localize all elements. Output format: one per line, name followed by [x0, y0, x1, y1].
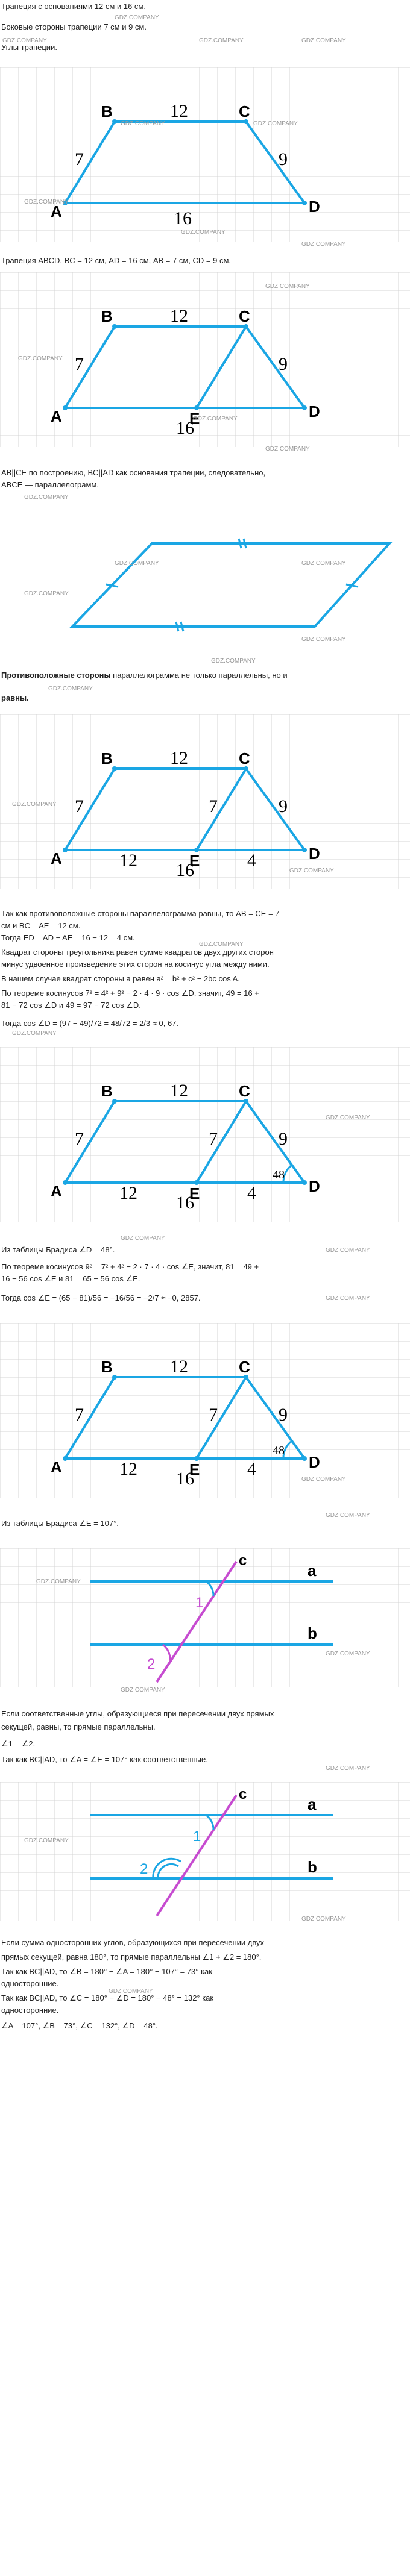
watermark: GDZ.COMPANY	[121, 1687, 165, 1693]
watermark: GDZ.COMPANY	[181, 229, 226, 236]
watermark: GDZ.COMPANY	[326, 1114, 370, 1121]
text-interior-2: прямых секущей, равна 180°, то прямые параллельны ∠1 + ∠2 = 180°.	[1, 1952, 262, 1962]
figure-trapezoid-1	[0, 67, 410, 242]
angle-label-1: 1	[195, 1595, 204, 1611]
watermark: GDZ.COMPANY	[301, 636, 346, 643]
vertex-label-e: E	[189, 410, 200, 428]
vertex-label-d: D	[309, 402, 320, 420]
watermark: GDZ.COMPANY	[289, 868, 334, 874]
trapezoid-svg-4	[0, 1047, 410, 1222]
length-label-cd: 9	[279, 1129, 288, 1149]
text-law-cos-1: Квадрат стороны треугольника равен сумме квадратов двух других сторон	[1, 948, 274, 957]
text-parallel-sides: AB||CE по построению, BC||AD как основания трапеции, следовательно,	[1, 468, 266, 477]
length-label-cd: 9	[279, 1405, 288, 1425]
text-opposite-sides-rest: параллелограмма не только параллельны, но и	[110, 671, 288, 680]
vertex-label-d: D	[309, 1177, 320, 1195]
watermark: GDZ.COMPANY	[109, 1988, 153, 1995]
length-label-ed: 4	[247, 1459, 256, 1479]
watermark: GDZ.COMPANY	[2, 37, 47, 44]
length-label-ad: 16	[176, 1469, 194, 1489]
vertex-label-e: E	[189, 1184, 200, 1202]
line-label-b: b	[308, 1858, 317, 1876]
text-law-cos-2: минус удвоенное произведение этих сторон на косинус угла между ними.	[1, 960, 270, 969]
text-answer: ∠A = 107°, ∠B = 73°, ∠C = 132°, ∠D = 48°.	[1, 2021, 158, 2030]
text-angle-c-1: Так как BC||AD, то ∠C = 180° − ∠D = 180° − 48° = 132° как	[1, 1993, 214, 2002]
length-label-ad: 16	[174, 208, 192, 228]
corresponding-angles-svg	[0, 1548, 410, 1687]
text-angle-b-2: односторонние.	[1, 1979, 59, 1988]
length-label-cd: 9	[279, 796, 288, 816]
vertex-label-d: D	[309, 1453, 320, 1471]
length-label-ab: 7	[75, 1405, 84, 1425]
vertex-label-d: D	[309, 198, 320, 216]
text-interior-1: Если сумма односторонних углов, образующихся при пересечении двух	[1, 1938, 264, 1947]
angle-label-2: 2	[140, 1861, 148, 1877]
text-opposite-equal-1: Так как противоположные стороны параллелограмма равны, то AB = CE = 7	[1, 909, 280, 918]
length-label-ad: 16	[176, 860, 194, 880]
text-cos-theorem-d-1: По теореме косинусов 7² = 4² + 9² − 2 · 4 · 9 · cos ∠D, значит, 49 = 16 +	[1, 989, 259, 998]
watermark: GDZ.COMPANY	[301, 560, 346, 567]
watermark: GDZ.COMPANY	[48, 686, 93, 692]
watermark: GDZ.COMPANY	[24, 1837, 69, 1844]
watermark: GDZ.COMPANY	[199, 37, 244, 44]
parallelogram-shape	[72, 543, 390, 627]
length-label-ae: 12	[119, 1183, 137, 1203]
watermark: GDZ.COMPANY	[121, 1235, 165, 1242]
angle-label-2: 2	[147, 1656, 156, 1672]
watermark: GDZ.COMPANY	[301, 1476, 346, 1483]
watermark: GDZ.COMPANY	[265, 446, 310, 452]
figure-trapezoid-4	[0, 1047, 410, 1222]
watermark: GDZ.COMPANY	[301, 37, 346, 44]
text-find-angles: Углы трапеции.	[1, 43, 57, 52]
length-label-ae: 12	[119, 851, 137, 871]
text-angle-a: Так как BC||AD, то ∠A = ∠E = 107° как соответственные.	[1, 1755, 208, 1764]
line-label-a: a	[308, 1795, 317, 1813]
text-cos-theorem-d-2: 81 − 72 cos ∠D и 49 = 97 − 72 cos ∠D.	[1, 1001, 141, 1010]
trapezoid-svg-1	[0, 67, 410, 242]
text-opposite-sides-bold: Противоположные стороны	[1, 671, 111, 680]
length-label-ab: 7	[75, 149, 84, 169]
watermark: GDZ.COMPANY	[265, 283, 310, 290]
parallelogram-svg	[0, 530, 410, 645]
length-label-ad: 16	[176, 1193, 194, 1213]
trapezoid-svg-5	[0, 1323, 410, 1498]
vertex-label-a: A	[51, 1458, 62, 1476]
length-label-ce: 7	[209, 1129, 218, 1149]
vertex-label-b: B	[101, 1358, 113, 1376]
text-bradis-d: Из таблицы Брадиса ∠D = 48°.	[1, 1245, 115, 1254]
text-cos-theorem-e-2: 16 − 56 cos ∠E и 81 = 65 − 56 cos ∠E.	[1, 1274, 140, 1283]
angle-label-d: 48	[273, 1168, 285, 1181]
line-label-b: b	[308, 1624, 317, 1642]
watermark: GDZ.COMPANY	[12, 801, 57, 808]
text-trapezoid-abcd: Трапеция ABCD, BC = 12 см, AD = 16 см, AB = 7 см, CD = 9 см.	[1, 256, 231, 265]
vertex-label-b: B	[101, 749, 113, 767]
length-label-ab: 7	[75, 1129, 84, 1149]
length-label-bc: 12	[170, 1357, 188, 1377]
watermark: GDZ.COMPANY	[253, 120, 298, 127]
trapezoid-svg-3	[0, 714, 410, 889]
length-label-bc: 12	[170, 1081, 188, 1101]
text-ed-length: Тогда ED = AD − AE = 16 − 12 = 4 см.	[1, 933, 135, 942]
text-equal: равны.	[1, 693, 29, 702]
vertex-label-a: A	[51, 202, 62, 220]
watermark: GDZ.COMPANY	[326, 1295, 370, 1302]
length-label-ab: 7	[75, 354, 84, 374]
angle-label-d: 48	[273, 1444, 285, 1457]
text-cos-e-value: Тогда cos ∠E = (65 − 81)/56 = −16/56 = −2/7 ≈ −0, 2857.	[1, 1293, 201, 1302]
line-label-a: a	[308, 1562, 317, 1580]
vertex-label-c: C	[239, 102, 250, 120]
vertex-label-d: D	[309, 845, 320, 863]
vertex-label-e: E	[189, 852, 200, 870]
vertex-label-b: B	[101, 1082, 113, 1100]
length-label-cd: 9	[279, 354, 288, 374]
text-bradis-e: Из таблицы Брадиса ∠E = 107°.	[1, 1519, 119, 1528]
text-given-sides: Боковые стороны трапеции 7 см и 9 см.	[1, 22, 147, 31]
watermark: GDZ.COMPANY	[12, 1030, 57, 1037]
vertex-label-c: C	[239, 1082, 250, 1100]
watermark: GDZ.COMPANY	[24, 199, 69, 205]
vertex-label-a: A	[51, 849, 62, 868]
length-label-ce: 7	[209, 1405, 218, 1425]
length-label-ed: 4	[247, 851, 256, 871]
watermark: GDZ.COMPANY	[199, 941, 244, 948]
watermark: GDZ.COMPANY	[326, 1651, 370, 1657]
figure-parallelogram	[0, 530, 410, 645]
text-opposite-equal-2: см и BC = AE = 12 см.	[1, 921, 81, 930]
watermark: GDZ.COMPANY	[24, 494, 69, 501]
interior-angles-svg	[0, 1782, 410, 1921]
length-label-ab: 7	[75, 796, 84, 816]
length-label-ae: 12	[119, 1459, 137, 1479]
watermark: GDZ.COMPANY	[326, 1512, 370, 1519]
length-label-ad: 16	[176, 418, 194, 438]
text-opposite-sides-line	[1, 670, 409, 680]
text-angle-b-1: Так как BC||AD, то ∠B = 180° − ∠A = 180° − 107° = 73° как	[1, 1967, 212, 1976]
watermark: GDZ.COMPANY	[211, 658, 256, 664]
vertex-label-b: B	[101, 102, 113, 120]
text-angle-c-2: односторонние.	[1, 2005, 59, 2015]
vertex-label-c: C	[239, 1358, 250, 1376]
watermark: GDZ.COMPANY	[301, 1916, 346, 1922]
length-label-bc: 12	[170, 748, 188, 768]
vertex-label-b: B	[101, 307, 113, 325]
vertex-label-a: A	[51, 407, 62, 425]
length-label-cd: 9	[279, 149, 288, 169]
watermark: GDZ.COMPANY	[115, 560, 159, 567]
text-corresponding-2: секущей, равны, то прямые параллельны.	[1, 1722, 156, 1731]
text-law-cos-formula: В нашем случае квадрат стороны a равен a² = b² + c² − 2bc cos A.	[1, 974, 240, 983]
text-angles-equal: ∠1 = ∠2.	[1, 1739, 36, 1748]
watermark: GDZ.COMPANY	[36, 1578, 81, 1585]
length-label-ce: 7	[209, 796, 218, 816]
figure-corresponding-angles	[0, 1548, 410, 1687]
watermark: GDZ.COMPANY	[18, 355, 63, 362]
text-corresponding-1: Если соответственные углы, образующиеся при пересечении двух прямых	[1, 1709, 274, 1718]
vertex-label-a: A	[51, 1182, 62, 1200]
vertex-label-c: C	[239, 749, 250, 767]
length-label-bc: 12	[170, 306, 188, 326]
length-label-ed: 4	[247, 1183, 256, 1203]
text-cos-theorem-e-1: По теореме косинусов 9² = 7² + 4² − 2 · 7 · 4 · cos ∠E, значит, 81 = 49 +	[1, 1262, 259, 1271]
length-label-bc: 12	[170, 101, 188, 121]
vertex-label-e: E	[189, 1460, 200, 1478]
watermark: GDZ.COMPANY	[115, 14, 159, 21]
line-label-c: c	[239, 1552, 247, 1569]
line-label-c: c	[239, 1786, 247, 1802]
watermark: GDZ.COMPANY	[193, 416, 238, 422]
figure-trapezoid-3	[0, 714, 410, 889]
watermark: GDZ.COMPANY	[326, 1765, 370, 1772]
watermark: GDZ.COMPANY	[326, 1247, 370, 1254]
watermark: GDZ.COMPANY	[24, 590, 69, 597]
watermark: GDZ.COMPANY	[301, 241, 346, 248]
text-given-bases: Трапеция с основаниями 12 см и 16 см.	[1, 2, 146, 11]
text-parallelogram: ABCE — параллелограмм.	[1, 480, 99, 489]
vertex-label-c: C	[239, 307, 250, 325]
text-cos-d-value: Тогда cos ∠D = (97 − 49)/72 = 48/72 = 2/3 ≈ 0, 67.	[1, 1019, 179, 1028]
figure-interior-angles	[0, 1782, 410, 1921]
watermark: GDZ.COMPANY	[121, 120, 165, 127]
angle-label-1: 1	[193, 1828, 201, 1845]
figure-trapezoid-5	[0, 1323, 410, 1498]
